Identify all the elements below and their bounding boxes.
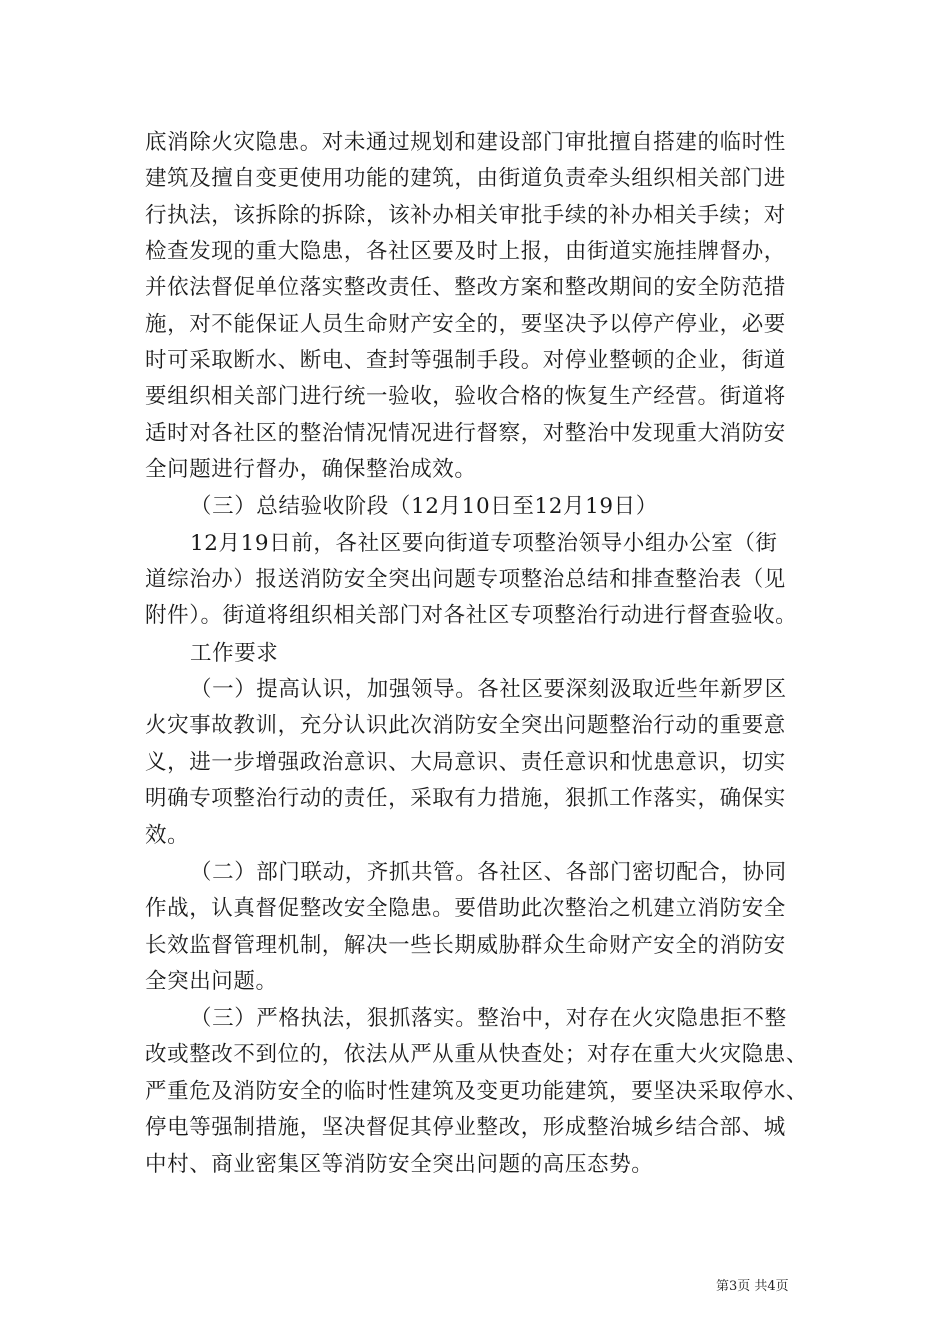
- paragraph-line: 作战，认真督促整改安全隐患。要借助此次整治之机建立消防安全: [145, 896, 786, 921]
- paragraph-line: 施，对不能保证人员生命财产安全的，要坚决予以停产停业，必要: [145, 312, 786, 337]
- paragraph-line: （三）严格执法，狠抓落实。整治中，对存在火灾隐患拒不整: [190, 1006, 787, 1031]
- paragraph-line: 行执法，该拆除的拆除，该补办相关审批手续的补办相关手续；对: [145, 203, 786, 228]
- paragraph-line: 中村、商业密集区等消防安全突出问题的高压态势。: [145, 1152, 654, 1177]
- paragraph-line: 全突出问题。: [145, 969, 278, 994]
- paragraph-line: 适时对各社区的整治情况情况进行督察，对整治中发现重大消防安: [145, 421, 786, 446]
- paragraph-line: 道综治办）报送消防安全突出问题专项整治总结和排查整治表（见: [145, 567, 786, 592]
- paragraph-line: 停电等强制措施，坚决督促其停业整改，形成整治城乡结合部、城: [145, 1115, 786, 1140]
- paragraph-line: 改或整改不到位的，依法从严从重从快查处；对存在重大火灾隐患、: [145, 1042, 809, 1067]
- paragraph-line: 12月19日前，各社区要向街道专项整治领导小组办公室（街: [190, 531, 778, 556]
- paragraph-line: 时可采取断水、断电、查封等强制手段。对停业整顿的企业，街道: [145, 348, 786, 373]
- paragraph-line: 建筑及擅自变更使用功能的建筑，由街道负责牵头组织相关部门进: [145, 166, 786, 191]
- paragraph-line: 长效监督管理机制，解决一些长期威胁群众生命财产安全的消防安: [145, 933, 786, 958]
- paragraph-line: 严重危及消防安全的临时性建筑及变更功能建筑，要坚决采取停水、: [145, 1079, 809, 1104]
- paragraph-line: 附件）。街道将组织相关部门对各社区专项整治行动进行督查验收。: [145, 603, 798, 628]
- paragraph-line: 火灾事故教训，充分认识此次消防安全突出问题整治行动的重要意: [145, 713, 786, 738]
- paragraph-line: 义，进一步增强政治意识、大局意识、责任意识和忧患意识，切实: [145, 750, 786, 775]
- paragraph-line: （一）提高认识，加强领导。各社区要深刻汲取近些年新罗区: [190, 677, 787, 702]
- page-number: 第3页 共4页: [716, 1279, 789, 1294]
- section-heading: （三）总结验收阶段（12月10日至12月19日）: [190, 494, 658, 519]
- paragraph-line: 并依法督促单位落实整改责任、整改方案和整改期间的安全防范措: [145, 275, 786, 300]
- paragraph-line: 明确专项整治行动的责任，采取有力措施，狠抓工作落实，确保实: [145, 786, 786, 811]
- paragraph-line: 检查发现的重大隐患，各社区要及时上报，由街道实施挂牌督办，: [145, 239, 786, 264]
- section-heading: 工作要求: [190, 641, 279, 666]
- paragraph-line: 效。: [145, 823, 190, 848]
- paragraph-line: 全问题进行督办，确保整治成效。: [145, 457, 477, 482]
- paragraph-line: 底消除火灾隐患。对未通过规划和建设部门审批擅自搭建的临时性: [145, 130, 786, 155]
- paragraph-line: 要组织相关部门进行统一验收，验收合格的恢复生产经营。街道将: [145, 384, 786, 409]
- paragraph-line: （二）部门联动，齐抓共管。各社区、各部门密切配合，协同: [190, 860, 787, 885]
